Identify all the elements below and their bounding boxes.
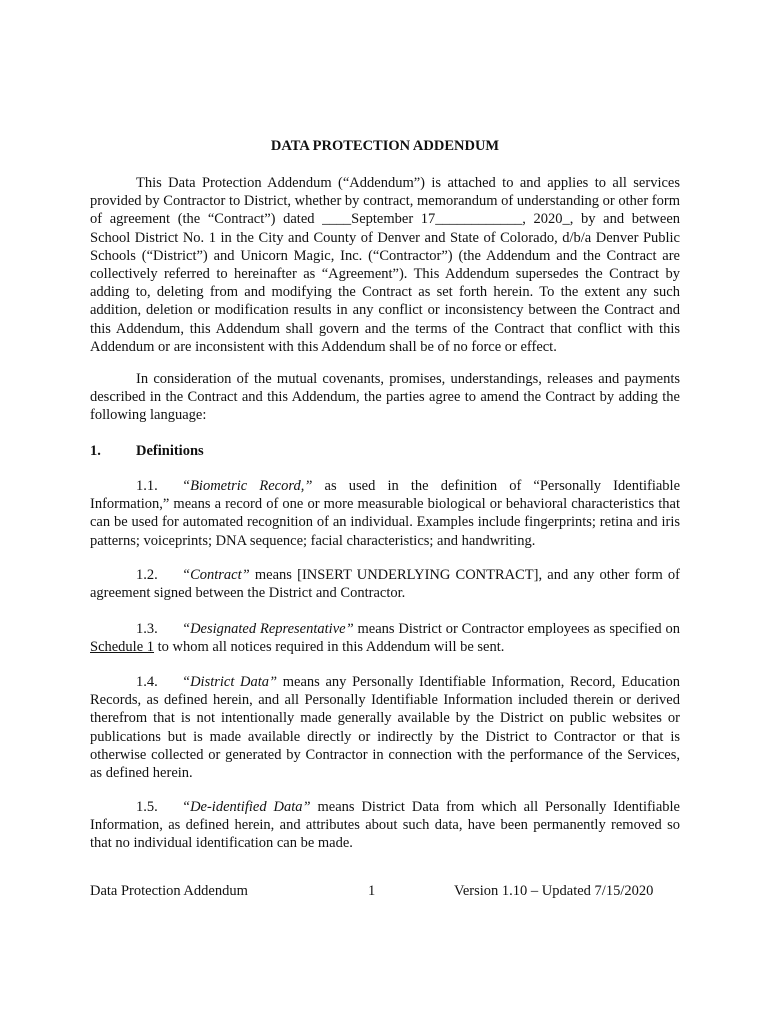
definition-term: “Designated Representative” xyxy=(182,621,354,637)
section-1-heading xyxy=(90,441,204,461)
definition-text: to whom all notices required in this Addendum will be sent. xyxy=(154,639,505,656)
definition-number: 1.1. xyxy=(136,478,158,494)
definition-text: means District or Contractor employees as specified on xyxy=(353,621,681,637)
definition-term: “District Data” xyxy=(182,674,278,690)
definition-1-5 xyxy=(90,798,680,853)
definition-text: means District Data from which all Personally Identifiable Information, as defined herein, and attributes about such data, have been permanently removed so that no individual identification can be made. xyxy=(90,799,680,852)
footer-version: Version 1.10 – Updated 7/15/2020 xyxy=(454,883,654,899)
definition-text: means [INSERT UNDERLYING CONTRACT], and any other form of agreement signed between the District and Contractor. xyxy=(90,567,680,602)
definition-1-3 xyxy=(90,620,680,656)
section-title: Definitions xyxy=(136,443,204,459)
consideration-paragraph: In consideration of the mutual covenants, promises, understandings, releases and payments described in the Contract and this Addendum, the parties agree to amend the Contract by adding the following language: xyxy=(90,371,680,424)
definition-term: “Biometric Record,” xyxy=(182,478,313,494)
definition-term: “De-identified Data” xyxy=(182,799,311,815)
definition-text: as used in the definition of “Personally Identifiable Information,” means a record of one or more measurable biological or behavioral characteristics that can be used for automated recognition of an individual. Examples include fingerprints; retina and iris patterns; voiceprints; DNA sequence; facial characteristics; and handwriting. xyxy=(90,478,681,549)
footer-page-number: 1 xyxy=(368,883,376,899)
schedule-1-reference: Schedule 1 xyxy=(90,639,155,656)
definition-number: 1.2. xyxy=(136,567,158,583)
footer-left: Data Protection Addendum xyxy=(90,883,248,899)
definition-number: 1.4. xyxy=(136,674,158,690)
definition-term: “Contract” xyxy=(182,567,250,583)
definition-1-2 xyxy=(90,566,680,602)
definition-1-1 xyxy=(90,477,680,550)
intro-paragraph: This Data Protection Addendum (“Addendum”) is attached to and applies to all services provided by Contractor to District, whether by contract, memorandum of understanding or other form of agreement (the “Contract”) dated ____September 17____________, 2020_, by and between School District No. 1 in the City and County of Denver and State of Colorado, d/b/a Denver Public Schools (“District”) and Unicorn Magic, Inc. (“Contractor”) (the Addendum and the Contract are collectively referred to hereinafter as “Agreement”). This Addendum supersedes the Contract by adding to, deleting from and modifying the Contract as set forth herein. To the extent any such addition, deletion or modification results in any conflict or inconsistency between the Contract and this Addendum, this Addendum shall govern and the terms of the Contract that conflict with this Addendum or are inconsistent with this Addendum shall be of no force or effect. xyxy=(90,175,680,355)
definition-text: means any Personally Identifiable Information, Record, Education Records, as defined herein, and all Personally Identifiable Information included therein or derived therefrom that is not intentionally made generally available by the District on public websites or publications but is made available directly or indirectly by the District to Contractor or that is otherwise collected or generated by Contractor in connection with the performance of the Services, as defined herein. xyxy=(90,674,680,782)
definition-1-4 xyxy=(90,673,680,782)
definition-number: 1.3. xyxy=(136,621,158,637)
document-title: DATA PROTECTION ADDENDUM xyxy=(270,138,500,154)
definition-number: 1.5. xyxy=(136,799,158,815)
section-number: 1. xyxy=(90,443,101,459)
